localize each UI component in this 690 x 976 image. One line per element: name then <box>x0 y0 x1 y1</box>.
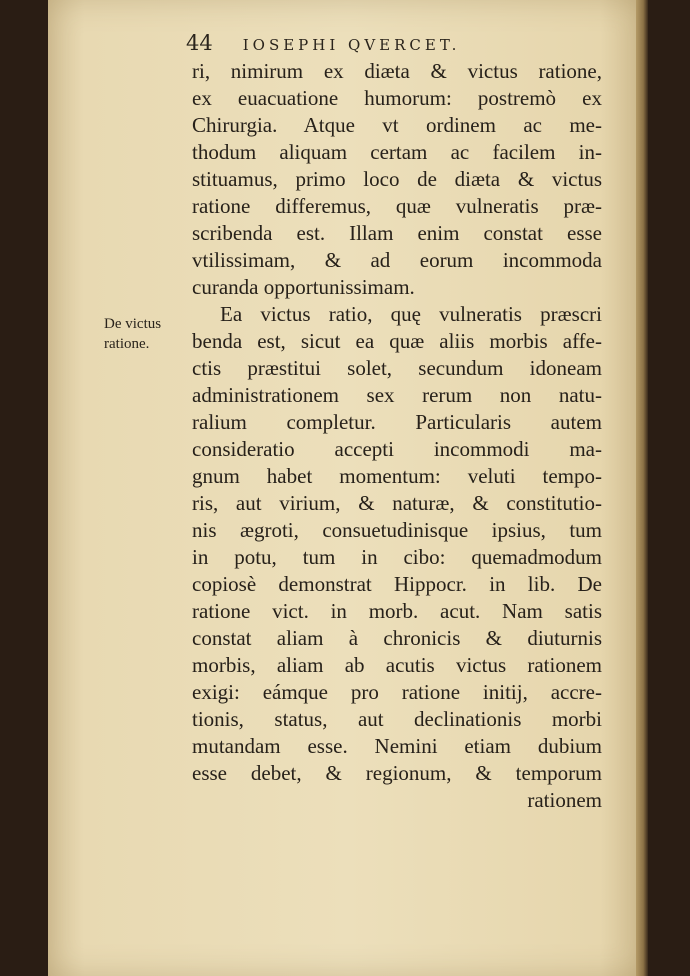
text-line: ris, aut virium, & naturæ, & constitutio- <box>192 491 602 515</box>
text-line: stituamus, primo loco de diæta & victus <box>192 167 602 191</box>
marginal-note-line: ratione. <box>104 336 150 352</box>
text-line: nis ægroti, consuetudinisque ipsius, tum <box>192 518 602 542</box>
text-line: morbis, aliam ab acutis victus rationem <box>192 653 602 677</box>
text-line: vtilissimam, & ad eorum incommoda <box>192 248 602 272</box>
text-line: scribenda est. Illam enim constat esse <box>192 221 602 245</box>
page-header <box>186 31 606 57</box>
text-line: copiosè demonstrat Hippocr. in lib. De <box>192 572 602 596</box>
marginal-note-line: De victus <box>104 316 162 332</box>
text-line: ri, nimirum ex diæta & victus ratione, <box>192 59 602 83</box>
text-line: ex euacuatione humorum: postremò ex <box>192 86 602 110</box>
text-line: esse debet, & regionum, & temporum <box>192 761 602 785</box>
text-line: thodum aliquam certam ac facilem in- <box>192 140 602 164</box>
text-line: benda est, sicut ea quæ aliis morbis affe- <box>192 329 602 353</box>
text-line: ctis præstitui solet, secundum idoneam <box>192 356 602 380</box>
text-line: exigi: eámque pro ratione initij, accre- <box>192 680 602 704</box>
body-text <box>192 58 602 814</box>
text-line: administrationem sex rerum non natu- <box>192 383 602 407</box>
page-number: 44 <box>186 31 213 55</box>
page-edge <box>636 0 648 976</box>
text-line: curanda opportunissimam. <box>192 275 415 299</box>
text-line: tionis, status, aut declinationis morbi <box>192 707 602 731</box>
text-line: gnum habet momentum: veluti tempo- <box>192 464 602 488</box>
text-line: ralium completur. Particularis autem <box>192 410 602 434</box>
text-line: mutandam esse. Nemini etiam dubium <box>192 734 602 758</box>
marginal-note <box>104 314 184 354</box>
text-line: Chirurgia. Atque vt ordinem ac me- <box>192 113 602 137</box>
running-title: IOSEPHI QVERCET. <box>242 36 461 54</box>
text-line: consideratio accepti incommodi ma- <box>192 437 602 461</box>
text-line: ratione vict. in morb. acut. Nam satis <box>192 599 602 623</box>
text-line: Ea victus ratio, quę vulneratis præscri <box>220 302 602 326</box>
text-line: ratione differemus, quæ vulneratis præ- <box>192 194 602 218</box>
text-line: constat aliam à chronicis & diuturnis <box>192 626 602 650</box>
catchword: rationem <box>527 788 602 812</box>
text-line: in potu, tum in cibo: quemadmodum <box>192 545 602 569</box>
